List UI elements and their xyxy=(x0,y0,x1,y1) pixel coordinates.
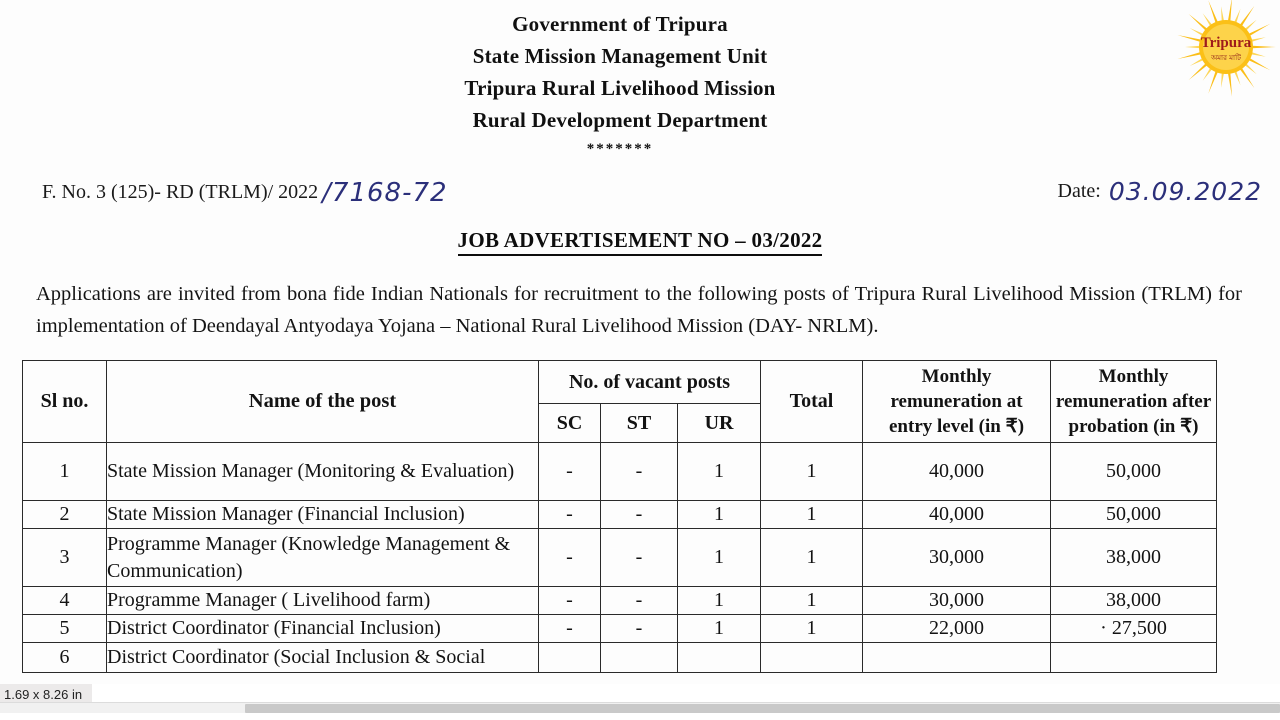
cell-sl-no: 4 xyxy=(23,587,107,615)
cell-entry-pay: 30,000 xyxy=(863,529,1051,587)
header-sl-no: Sl no. xyxy=(23,361,107,443)
header-star-divider: ******* xyxy=(586,141,654,157)
status-bar xyxy=(0,684,1280,720)
page-size-indicator: 1.69 x 8.26 in xyxy=(0,684,92,706)
cell-post-name: Programme Manager ( Livelihood farm) xyxy=(107,587,539,615)
cell-sc: - xyxy=(539,615,601,643)
cell-sl-no: 3 xyxy=(23,529,107,587)
vacancy-table-body xyxy=(23,443,1217,673)
cell-after-pay: 50,000 xyxy=(1051,501,1217,529)
table-row xyxy=(23,443,1217,501)
header-line-mission: Tripura Rural Livelihood Mission xyxy=(464,76,776,100)
intro-paragraph xyxy=(36,278,1242,342)
cell-ur: 1 xyxy=(678,501,761,529)
intro-paragraph-text: Applications are invited from bona fide Indian Nationals for recruitment to the following posts of Tripura Rural Livelihood Mission (TRLM) for implementation of Deendayal Antyodaya Yojana – National Rural Livelihood Mission (DAY- NRLM). xyxy=(36,283,1242,337)
file-number-label: F. No. 3 (125)- RD (TRLM)/ 2022 xyxy=(42,181,319,203)
cell-ur: 1 xyxy=(678,443,761,501)
file-number-handwritten: /7168-72 xyxy=(322,178,448,208)
header-line-unit: State Mission Management Unit xyxy=(472,44,768,68)
cell-after-pay: 38,000 xyxy=(1051,529,1217,587)
cell-total: 1 xyxy=(761,587,863,615)
cell-after-pay: · 27,500 xyxy=(1051,615,1217,643)
date-line xyxy=(1057,174,1262,206)
cell-post-name: District Coordinator (Financial Inclusion) xyxy=(107,615,539,643)
cell-post-name: State Mission Manager (Financial Inclusion) xyxy=(107,501,539,529)
header-name-of-post: Name of the post xyxy=(107,361,539,443)
header-sc: SC xyxy=(539,404,601,443)
header-entry-remuneration: Monthly remuneration at entry level (in ₹) xyxy=(863,361,1051,443)
cell-after-pay xyxy=(1051,643,1217,673)
cell-total: 1 xyxy=(761,501,863,529)
cell-total xyxy=(761,643,863,673)
cell-after-pay: 50,000 xyxy=(1051,443,1217,501)
table-row xyxy=(23,643,1217,673)
date-label: Date: xyxy=(1057,180,1101,202)
horizontal-scrollbar[interactable] xyxy=(0,702,1280,713)
header-ur: UR xyxy=(678,404,761,443)
cell-sl-no: 5 xyxy=(23,615,107,643)
cell-ur: 1 xyxy=(678,615,761,643)
cell-entry-pay: 30,000 xyxy=(863,587,1051,615)
cell-st xyxy=(601,643,678,673)
cell-st: - xyxy=(601,615,678,643)
cell-sc: - xyxy=(539,529,601,587)
advertisement-title xyxy=(0,228,1280,253)
cell-post-name: Programme Manager (Knowledge Management & Communication) xyxy=(107,529,539,587)
header-vacant-posts-group: No. of vacant posts xyxy=(539,361,761,404)
cell-sl-no: 1 xyxy=(23,443,107,501)
cell-sl-no: 2 xyxy=(23,501,107,529)
horizontal-scrollbar-thumb[interactable] xyxy=(245,704,1280,713)
tripura-sun-logo xyxy=(1170,0,1280,105)
cell-sl-no: 6 xyxy=(23,643,107,673)
table-header-row-1 xyxy=(23,361,1217,404)
logo-tagline: অমার মাটি xyxy=(1211,54,1241,62)
sun-logo-icon xyxy=(1170,0,1280,105)
letterhead xyxy=(320,8,920,160)
cell-ur xyxy=(678,643,761,673)
header-line-government: Government of Tripura xyxy=(512,12,728,36)
advertisement-title-text: JOB ADVERTISEMENT NO – 03/2022 xyxy=(458,228,823,256)
header-st: ST xyxy=(601,404,678,443)
cell-st: - xyxy=(601,501,678,529)
logo-word: Tripura xyxy=(1200,35,1252,51)
header-line-department: Rural Development Department xyxy=(472,108,768,132)
cell-ur: 1 xyxy=(678,587,761,615)
cell-post-name: State Mission Manager (Monitoring & Evaluation) xyxy=(107,443,539,501)
table-row xyxy=(23,529,1217,587)
cell-total: 1 xyxy=(761,529,863,587)
header-probation-remuneration: Monthly remuneration after probation (in ₹) xyxy=(1051,361,1217,443)
cell-ur: 1 xyxy=(678,529,761,587)
vacancy-table xyxy=(22,360,1217,673)
table-row xyxy=(23,615,1217,643)
cell-st: - xyxy=(601,529,678,587)
cell-st: - xyxy=(601,443,678,501)
date-handwritten: 03.09.2022 xyxy=(1108,177,1262,206)
cell-sc: - xyxy=(539,443,601,501)
cell-sc xyxy=(539,643,601,673)
table-row xyxy=(23,501,1217,529)
cell-sc: - xyxy=(539,587,601,615)
cell-st: - xyxy=(601,587,678,615)
cell-entry-pay: 40,000 xyxy=(863,443,1051,501)
cell-sc: - xyxy=(539,501,601,529)
cell-entry-pay: 22,000 xyxy=(863,615,1051,643)
cell-total: 1 xyxy=(761,615,863,643)
vacancy-table-container xyxy=(22,360,1216,673)
table-row xyxy=(23,587,1217,615)
cell-entry-pay: 40,000 xyxy=(863,501,1051,529)
file-number-line xyxy=(42,175,448,208)
cell-after-pay: 38,000 xyxy=(1051,587,1217,615)
cell-total: 1 xyxy=(761,443,863,501)
header-total: Total xyxy=(761,361,863,443)
cell-post-name: District Coordinator (Social Inclusion & Social xyxy=(107,643,539,673)
cell-entry-pay xyxy=(863,643,1051,673)
